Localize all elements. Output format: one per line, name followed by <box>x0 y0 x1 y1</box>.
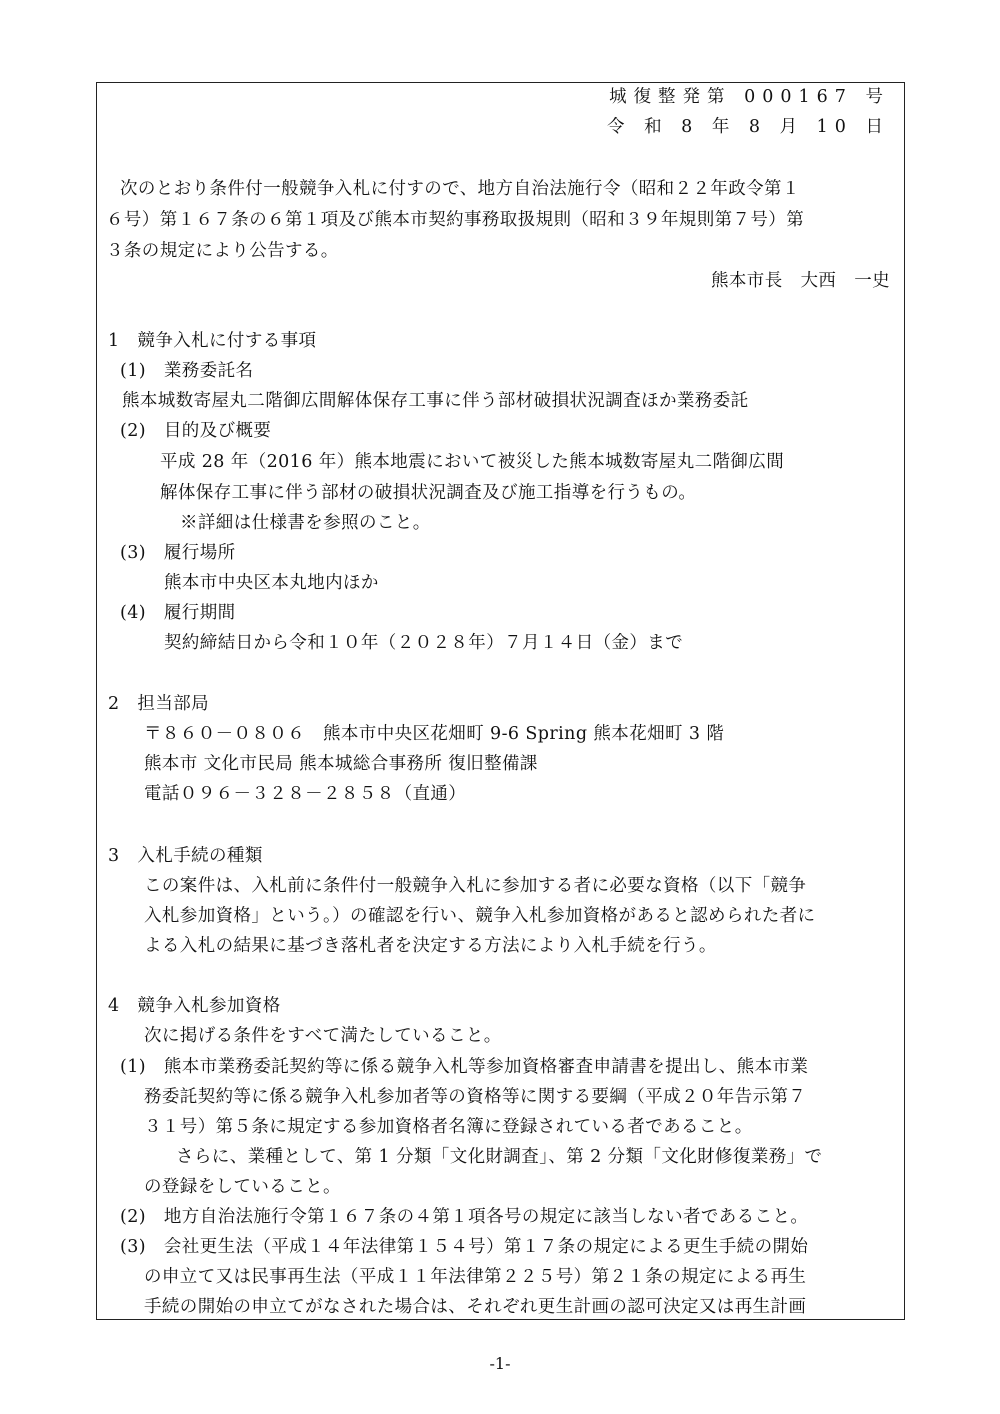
section-4-item-1-line-2: 務委託契約等に係る競争入札参加者等の資格等に関する要綱（平成２０年告示第７ <box>144 1087 807 1107</box>
section-2-phone: 電話０９６－３２８－２８５８（直通） <box>144 784 467 804</box>
section-4-item-3-line-1: (3) 会社更生法（平成１４年法律第１５４号）第１７条の規定による更生手続の開始 <box>120 1237 809 1257</box>
section-4-item-3-line-3: 手続の開始の申立てがなされた場合は、それぞれ更生計画の認可決定又は再生計画 <box>144 1297 807 1317</box>
section-2-heading: 2 担当部局 <box>108 694 210 714</box>
signer: 熊本市長 大西 一史 <box>711 271 890 291</box>
page-number: -1- <box>489 1354 511 1373</box>
section-3-line-2: 入札参加資格」という。）の確認を行い、競争入札参加資格があると認められた者に <box>144 906 816 926</box>
section-1-item-2-label: (2) 目的及び概要 <box>120 421 272 441</box>
section-4-heading: 4 競争入札参加資格 <box>108 996 281 1016</box>
section-4-item-1-line-1: (1) 熊本市業務委託契約等に係る競争入札等参加資格審査申請書を提出し、熊本市業 <box>120 1057 809 1077</box>
section-4-item-1-line-4: さらに、業種として、第 1 分類「文化財調査」、第 2 分類「文化財修復業務」で <box>176 1147 823 1167</box>
section-1-item-2-line-2: 解体保存工事に伴う部材の破損状況調査及び施工指導を行うもの。 <box>160 483 697 503</box>
document-number: 城復整発第 000167 号 <box>609 87 890 107</box>
section-1-item-4-label: (4) 履行期間 <box>120 603 236 623</box>
section-1-item-2-note: ※詳細は仕様書を参照のこと。 <box>180 513 431 533</box>
section-4-item-2-text: (2) 地方自治法施行令第１６７条の４第１項各号の規定に該当しない者であること。 <box>120 1207 809 1227</box>
section-1-item-1-label: (1) 業務委託名 <box>120 361 254 381</box>
intro-line-3: ３条の規定により公告する。 <box>106 241 339 261</box>
section-1-item-3-text: 熊本市中央区本丸地内ほか <box>164 573 379 593</box>
section-4-item-1-line-3: ３１号）第５条に規定する参加資格者名簿に登録されている者であること。 <box>144 1117 753 1137</box>
section-3-heading: 3 入札手続の種類 <box>108 846 263 866</box>
section-4-item-1-line-5: の登録をしていること。 <box>144 1177 341 1197</box>
section-4-item-3-line-2: の申立て又は民事再生法（平成１１年法律第２２５号）第２１条の規定による再生 <box>144 1267 807 1287</box>
section-3-line-3: よる入札の結果に基づき落札者を決定する方法により入札手続を行う。 <box>144 936 717 956</box>
section-1-heading: 1 競争入札に付する事項 <box>108 331 317 351</box>
intro-line-1: 次のとおり条件付一般競争入札に付すので、地方自治法施行令（昭和２２年政令第１ <box>120 179 800 199</box>
section-2-address: 〒８６０－０８０６ 熊本市中央区花畑町 9-6 Spring 熊本花畑町 3 階 <box>144 724 725 744</box>
intro-line-2: ６号）第１６７条の６第１項及び熊本市契約事務取扱規則（昭和３９年規則第７号）第 <box>106 210 805 230</box>
section-1-item-3-label: (3) 履行場所 <box>120 543 236 563</box>
section-4-lead: 次に掲げる条件をすべて満たしていること。 <box>144 1026 502 1046</box>
section-2-department: 熊本市 文化市民局 熊本城総合事務所 復旧整備課 <box>144 754 538 774</box>
document-date: 令 和 8 年 8 月 10 日 <box>607 117 890 137</box>
section-1-item-4-text: 契約締結日から令和１０年（２０２８年）７月１４日（金）まで <box>164 633 684 653</box>
section-3-line-1: この案件は、入札前に条件付一般競争入札に参加する者に必要な資格（以下「競争 <box>144 876 807 896</box>
section-1-item-2-line-1: 平成 28 年（2016 年）熊本地震において被災した熊本城数寄屋丸二階御広間 <box>160 452 785 472</box>
section-1-item-1-text: 熊本城数寄屋丸二階御広間解体保存工事に伴う部材破損状況調査ほか業務委託 <box>122 391 749 411</box>
